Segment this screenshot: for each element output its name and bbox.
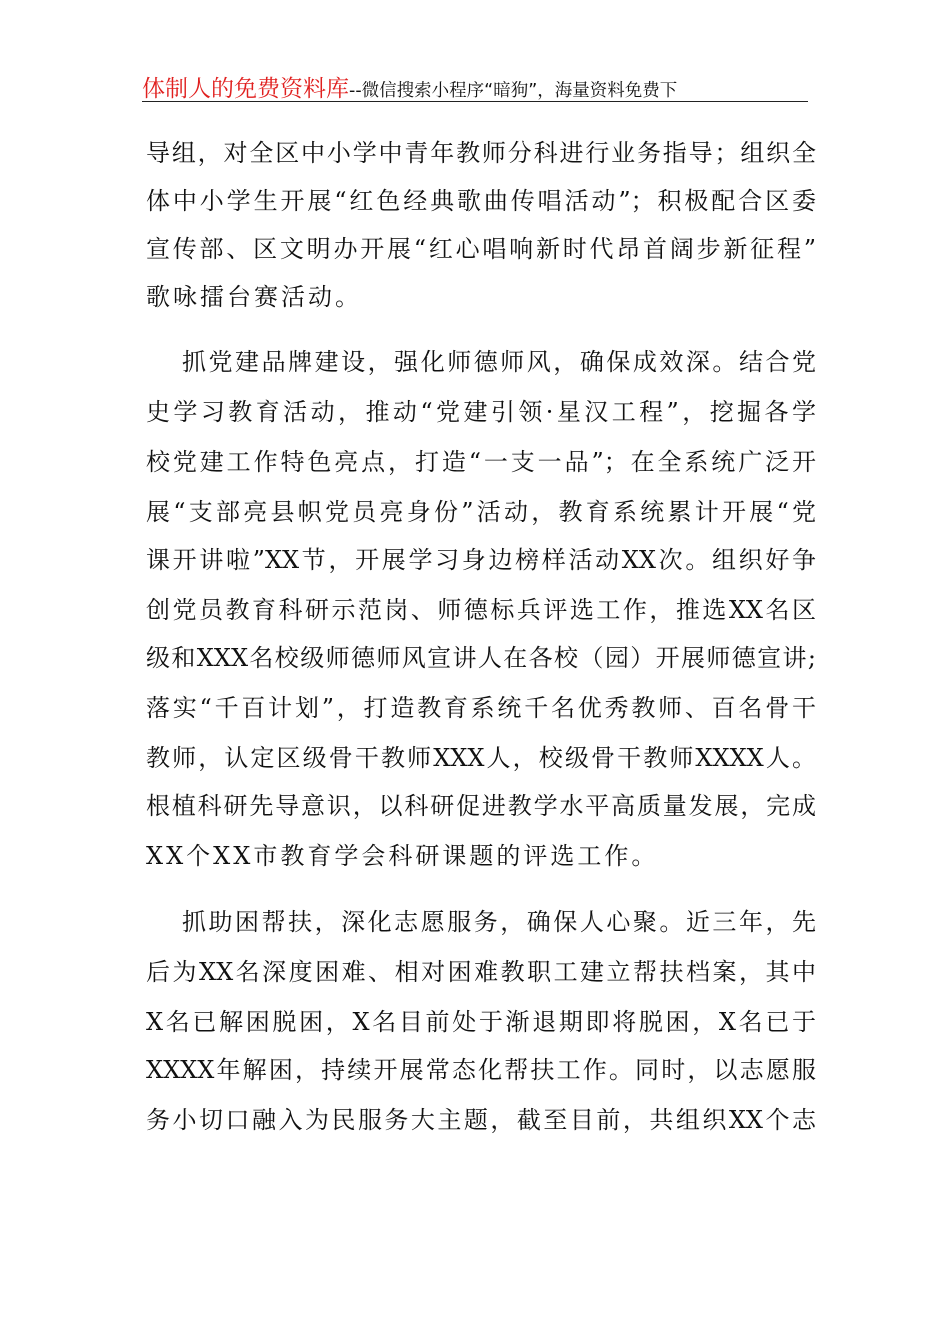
paragraph-1-line-1: 导组，对全区中小学中青年教师分科进行业务指导；组织全 [146, 139, 816, 167]
paragraph-2-line-7: 级和XXX名校级师德师风宣讲人在各校（园）开展师德宣讲; [146, 644, 816, 672]
paragraph-3-line-4: XXXX年解困，持续开展常态化帮扶工作。同时，以志愿服 [146, 1056, 816, 1084]
paragraph-2-line-5: 课开讲啦”XX节，开展学习身边榜样活动XX次。组织好争 [146, 546, 816, 574]
paragraph-3-line-2: 后为XX名深度困难、相对困难教职工建立帮扶档案，其中 [146, 958, 816, 986]
paragraph-2-line-9: 教师，认定区级骨干教师XXX人，校级骨干教师XXXX人。 [146, 744, 816, 772]
paragraph-2-line-4: 展“支部亮县帜党员亮身份”活动，教育系统累计开展“党 [146, 498, 816, 526]
header-divider [142, 101, 808, 102]
paragraph-3-line-1: 抓助困帮扶，深化志愿服务，确保人心聚。近三年，先 [182, 908, 816, 936]
header-brand-title: 体制人的免费资料库 [142, 76, 349, 102]
paragraph-3-line-3: X名已解困脱困，X名目前处于渐退期即将脱困，X名已于 [146, 1008, 816, 1036]
paragraph-2-line-1: 抓党建品牌建设，强化师德师风，确保成效深。结合党 [182, 348, 816, 376]
header-tagline: --微信搜索小程序“暗狗”，海量资料免费下 [349, 81, 678, 101]
paragraph-3-line-5: 务小切口融入为民服务大主题，截至目前，共组织XX个志 [146, 1106, 816, 1134]
paragraph-1-line-2: 体中小学生开展“红色经典歌曲传唱活动”；积极配合区委 [146, 187, 816, 215]
paragraph-2-line-10: 根植科研先导意识，以科研促进教学水平高质量发展，完成 [146, 792, 816, 820]
paragraph-2-line-6: 创党员教育科研示范岗、师德标兵评选工作，推选XX名区 [146, 596, 816, 624]
paragraph-2-line-11: XX个XX市教育学会科研课题的评选工作。 [146, 842, 659, 870]
paragraph-2-line-3: 校党建工作特色亮点，打造“一支一品”；在全系统广泛开 [146, 448, 816, 476]
paragraph-2-line-2: 史学习教育活动，推动“党建引领·星汉工程”，挖掘各学 [146, 398, 816, 426]
paragraph-1-line-4: 歌咏擂台赛活动。 [146, 283, 362, 311]
paragraph-2-line-8: 落实“千百计划”，打造教育系统千名优秀教师、百名骨干 [146, 694, 816, 722]
page-header [142, 70, 808, 102]
paragraph-1-line-3: 宣传部、区文明办开展“红心唱响新时代昂首阔步新征程” [146, 235, 816, 263]
